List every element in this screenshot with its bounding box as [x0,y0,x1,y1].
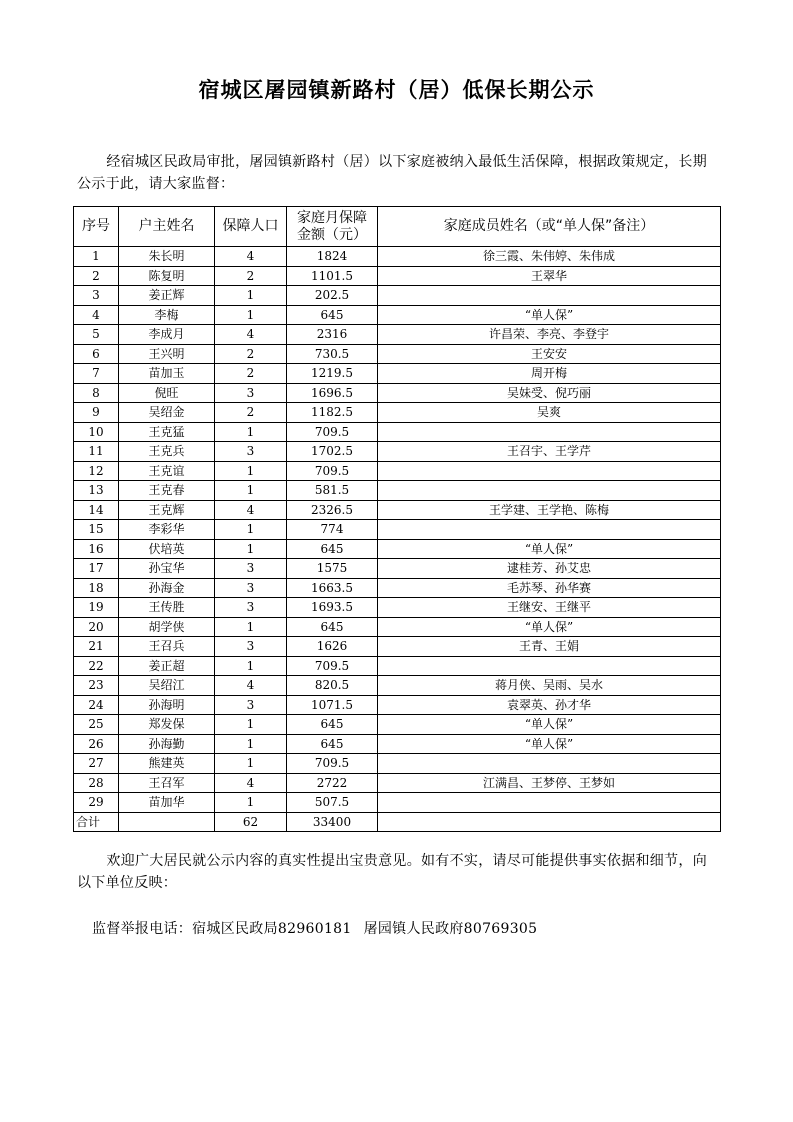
table-row [74,773,721,793]
row-index: 6 [74,344,119,364]
row-index: 15 [74,520,119,540]
row-household-head: 吴绍江 [119,676,215,696]
row-population: 1 [215,734,287,754]
table-row [74,305,721,325]
row-population: 2 [215,344,287,364]
row-monthly-amount: 1071.5 [287,695,378,715]
row-household-head: 王召军 [119,773,215,793]
table-row [74,481,721,501]
row-household-head: 李梅 [119,305,215,325]
row-household-head: 倪旺 [119,383,215,403]
table-row [74,286,721,306]
row-family-members: 王翠华 [378,266,721,286]
row-index: 17 [74,559,119,579]
row-index: 1 [74,247,119,267]
header-monthly-amount-line1: 家庭月保障 [297,209,367,226]
total-row [74,812,721,832]
row-population: 1 [215,539,287,559]
row-index: 3 [74,286,119,306]
table-row [74,656,721,676]
row-index: 12 [74,461,119,481]
row-population: 1 [215,481,287,501]
row-household-head: 王克兵 [119,442,215,462]
row-family-members [378,793,721,813]
row-monthly-amount: 645 [287,617,378,637]
header-monthly-amount-line2: 金额（元） [297,226,367,243]
table-row [74,364,721,384]
row-index: 5 [74,325,119,345]
row-family-members: 王青、王娟 [378,637,721,657]
row-household-head: 王克谊 [119,461,215,481]
hotline-line [92,918,537,938]
row-household-head: 熊建英 [119,754,215,774]
header-household-head: 户主姓名 [119,207,215,247]
row-household-head: 李成月 [119,325,215,345]
row-family-members [378,656,721,676]
row-population: 1 [215,305,287,325]
row-population: 1 [215,656,287,676]
table-row [74,422,721,442]
table-row [74,676,721,696]
row-index: 18 [74,578,119,598]
header-monthly-amount [287,207,378,247]
row-household-head: 朱长明 [119,247,215,267]
table-row [74,695,721,715]
row-monthly-amount: 645 [287,539,378,559]
row-household-head: 李彩华 [119,520,215,540]
row-index: 22 [74,656,119,676]
row-family-members: “单人保” [378,539,721,559]
table-row [74,442,721,462]
table-row [74,754,721,774]
row-population: 3 [215,695,287,715]
row-population: 1 [215,754,287,774]
row-index: 13 [74,481,119,501]
subsistence-allowance-table [73,206,721,832]
table-header-row [74,207,721,247]
row-monthly-amount: 709.5 [287,754,378,774]
header-index: 序号 [74,207,119,247]
row-family-members: 王召宇、王学芹 [378,442,721,462]
total-amount: 33400 [287,812,378,832]
row-population: 4 [215,325,287,345]
row-family-members: 王继安、王继平 [378,598,721,618]
row-household-head: 孙宝华 [119,559,215,579]
row-monthly-amount: 1702.5 [287,442,378,462]
row-index: 26 [74,734,119,754]
row-family-members: 许昌荣、李亮、李登宇 [378,325,721,345]
row-index: 16 [74,539,119,559]
row-family-members [378,286,721,306]
row-household-head: 伏培英 [119,539,215,559]
header-population: 保障人口 [215,207,287,247]
row-population: 3 [215,637,287,657]
row-family-members: 毛苏琴、孙华赛 [378,578,721,598]
row-monthly-amount: 774 [287,520,378,540]
row-index: 27 [74,754,119,774]
row-household-head: 孙海明 [119,695,215,715]
table-row [74,461,721,481]
row-population: 3 [215,442,287,462]
header-family-members: 家庭成员姓名（或“单人保”备注） [378,207,721,247]
row-index: 2 [74,266,119,286]
row-monthly-amount: 645 [287,715,378,735]
table-row [74,539,721,559]
row-monthly-amount: 202.5 [287,286,378,306]
row-household-head: 王克猛 [119,422,215,442]
row-monthly-amount: 1824 [287,247,378,267]
row-population: 2 [215,364,287,384]
row-population: 4 [215,773,287,793]
row-household-head: 王兴明 [119,344,215,364]
row-population: 1 [215,461,287,481]
row-index: 21 [74,637,119,657]
row-family-members [378,481,721,501]
row-index: 4 [74,305,119,325]
row-population: 3 [215,598,287,618]
row-monthly-amount: 709.5 [287,461,378,481]
row-population: 4 [215,247,287,267]
row-monthly-amount: 1101.5 [287,266,378,286]
row-monthly-amount: 2316 [287,325,378,345]
row-household-head: 姜正辉 [119,286,215,306]
row-household-head: 苗加华 [119,793,215,813]
row-monthly-amount: 645 [287,305,378,325]
row-household-head: 王传胜 [119,598,215,618]
row-population: 4 [215,500,287,520]
row-monthly-amount: 709.5 [287,422,378,442]
row-index: 24 [74,695,119,715]
total-population: 62 [215,812,287,832]
row-population: 3 [215,383,287,403]
row-index: 11 [74,442,119,462]
row-household-head: 吴绍金 [119,403,215,423]
row-monthly-amount: 1182.5 [287,403,378,423]
table-row [74,325,721,345]
row-family-members [378,422,721,442]
row-population: 1 [215,617,287,637]
row-family-members: 徐三霞、朱伟婷、朱伟成 [378,247,721,267]
table-row [74,793,721,813]
row-monthly-amount: 645 [287,734,378,754]
row-monthly-amount: 820.5 [287,676,378,696]
row-household-head: 王克春 [119,481,215,501]
row-household-head: 孙海金 [119,578,215,598]
total-label: 合计 [74,812,119,832]
intro-paragraph: 经宿城区民政局审批，屠园镇新路村（居）以下家庭被纳入最低生活保障，根据政策规定，长期公示于此，请大家监督： [77,154,707,192]
closing-paragraph: 欢迎广大居民就公示内容的真实性提出宝贵意见。如有不实，请尽可能提供事实依据和细节，向以下单位反映： [77,853,707,891]
row-index: 20 [74,617,119,637]
row-family-members: 江满昌、王梦停、王梦如 [378,773,721,793]
row-population: 1 [215,793,287,813]
hotline-label: 监督举报电话： [92,921,193,937]
row-index: 8 [74,383,119,403]
row-family-members: 蒋月侠、吴雨、吴水 [378,676,721,696]
row-population: 1 [215,715,287,735]
table-row [74,247,721,267]
total-members-empty [378,812,721,832]
row-monthly-amount: 1626 [287,637,378,657]
row-index: 23 [74,676,119,696]
row-population: 1 [215,520,287,540]
row-monthly-amount: 2722 [287,773,378,793]
row-index: 29 [74,793,119,813]
hotline-town: 屠园镇人民政府80769305 [363,921,538,937]
row-family-members: 王安安 [378,344,721,364]
row-monthly-amount: 1219.5 [287,364,378,384]
table-row [74,383,721,403]
row-household-head: 郑发保 [119,715,215,735]
row-household-head: 苗加玉 [119,364,215,384]
row-monthly-amount: 507.5 [287,793,378,813]
row-family-members: 吴爽 [378,403,721,423]
row-monthly-amount: 709.5 [287,656,378,676]
row-household-head: 王召兵 [119,637,215,657]
row-family-members: 袁翠英、孙才华 [378,695,721,715]
row-index: 28 [74,773,119,793]
table-row [74,637,721,657]
row-population: 2 [215,266,287,286]
table-row [74,500,721,520]
table-row [74,520,721,540]
table-row [74,617,721,637]
row-population: 3 [215,559,287,579]
row-family-members: 吴妹受、倪巧丽 [378,383,721,403]
row-index: 9 [74,403,119,423]
row-index: 10 [74,422,119,442]
row-family-members: “单人保” [378,715,721,735]
row-monthly-amount: 1696.5 [287,383,378,403]
table-row [74,734,721,754]
row-population: 4 [215,676,287,696]
row-family-members [378,520,721,540]
table-row [74,559,721,579]
row-household-head: 胡学侠 [119,617,215,637]
row-index: 14 [74,500,119,520]
row-family-members: 周开梅 [378,364,721,384]
page-title: 宿城区屠园镇新路村（居）低保长期公示 [198,78,595,102]
row-household-head: 王克辉 [119,500,215,520]
row-family-members [378,754,721,774]
hotline-bureau: 宿城区民政局82960181 [192,921,352,937]
row-family-members [378,461,721,481]
table-row [74,344,721,364]
row-household-head: 陈复明 [119,266,215,286]
row-population: 1 [215,422,287,442]
table-row [74,403,721,423]
row-family-members: 逮桂芳、孙艾忠 [378,559,721,579]
row-population: 1 [215,286,287,306]
total-empty-cell [119,812,215,832]
table-row [74,266,721,286]
row-monthly-amount: 1693.5 [287,598,378,618]
row-monthly-amount: 1575 [287,559,378,579]
row-index: 19 [74,598,119,618]
row-population: 3 [215,578,287,598]
row-monthly-amount: 2326.5 [287,500,378,520]
table-row [74,578,721,598]
row-family-members: “单人保” [378,617,721,637]
row-family-members: 王学建、王学艳、陈梅 [378,500,721,520]
row-monthly-amount: 1663.5 [287,578,378,598]
row-family-members: “单人保” [378,305,721,325]
table-row [74,715,721,735]
row-family-members: “单人保” [378,734,721,754]
row-index: 25 [74,715,119,735]
row-population: 2 [215,403,287,423]
row-household-head: 姜正超 [119,656,215,676]
row-household-head: 孙海勤 [119,734,215,754]
table-row [74,598,721,618]
row-index: 7 [74,364,119,384]
row-monthly-amount: 730.5 [287,344,378,364]
row-monthly-amount: 581.5 [287,481,378,501]
